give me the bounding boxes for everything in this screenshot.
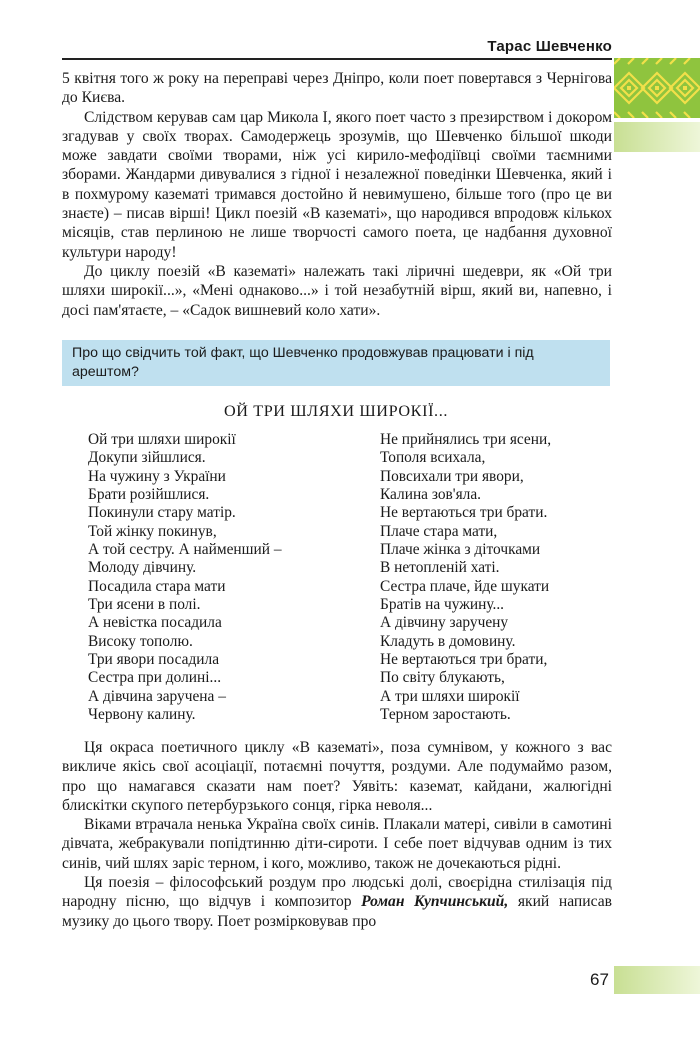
poem-line: Докупи зійшлися. — [88, 449, 206, 467]
poem-line: Плаче жінка з діточками — [380, 541, 541, 559]
poem-line: Три ясени в полі. — [88, 596, 201, 614]
poem-line: Той жінку покинув, — [88, 522, 217, 540]
poem-line: Братів на чужину... — [380, 596, 505, 614]
poem-line: Ой три шляхи широкії — [88, 431, 236, 448]
decorative-green-band-footer — [614, 966, 700, 994]
question-box: Про що свідчить той факт, що Шевченко продовжував працювати і під арештом? — [62, 340, 610, 386]
poem-line: Повсихали три явори, — [380, 467, 524, 485]
paragraph-text: Ця поезія – філософський роздум про людські долі, своєрідна стилізація під народну пісню, що відчув і композитор — [62, 874, 612, 911]
poem-line: Не прийнялись три ясени, — [380, 431, 552, 448]
poem-line: Покинули стару матір. — [88, 504, 236, 522]
page-number: 67 — [590, 970, 609, 989]
running-header-author: Тарас Шевченко — [487, 38, 612, 55]
poem-line: А три шляхи широкії — [380, 687, 520, 705]
poem-line: Молоду дівчину. — [88, 559, 197, 577]
paragraph: До циклу поезій «В казематі» належать такі ліричні шедеври, як «Ой три шляхи широкії...», «Мені однаково...» і той незабутній вірш, який ви, напевно, і досі пам'ятаєте, – «Садок вишневий коло хати». — [62, 262, 612, 319]
poem-line: Червону калину. — [88, 706, 196, 724]
poem-line: Посадила стара мати — [88, 577, 226, 595]
poem-line: Високу тополю. — [88, 632, 193, 650]
decorative-green-band — [614, 122, 700, 152]
poem-line: Три явори посадила — [88, 651, 220, 669]
poem-line: Не вертаються три брати, — [380, 651, 548, 669]
poem-line: Тополя всихала, — [380, 449, 486, 467]
text-block-bottom — [62, 738, 612, 931]
poem-line: А дівчина заручена – — [88, 687, 226, 705]
poem-line: Кладуть в домовину. — [380, 632, 516, 650]
poem-line: На чужину з України — [88, 467, 226, 485]
embroidery-ornament — [614, 58, 700, 118]
poem-line: Сестра плаче, йде шукати — [380, 577, 550, 595]
paragraph-text: який написав музику до цього твору. Поет розмірковував про — [62, 893, 612, 930]
poem-line: А той сестру. А найменший – — [88, 541, 282, 559]
paragraph: 5 квітня того ж року на переправі через Дніпро, коли поет повертався з Чернігова до Києва. — [62, 70, 612, 107]
poem-line: По світу блукають, — [380, 669, 505, 687]
header-rule — [62, 58, 612, 60]
poem-line: Калина зов'яла. — [380, 486, 482, 504]
paragraph: Віками втрачала ненька Україна своїх синів. Плакали матері, сивіли в самотині дівчата, жебракували попідтинню діти-сироти. І себе поет відчував одним із тих синів, чий шлях заріс терном, і кого, можливо, також не дочекаються рідні. — [62, 816, 612, 872]
paragraph: Слідством керував сам цар Микола I, якого поет часто з презирством і докором згадував у своїх творах. Самодержець зрозумів, що Шевченко більшої шкоди може завдати своїми творами, ніж усі кирило-мефодіївці своїми таємними зборами. Жандарми дивувалися з гідної і незалежної поведінки Шевченка, який і в похмурому казематі тримався достойно й невимушено, більше того (про це ви знаєте) – писав вірші! Цикл поезій «В казематі», що народився впродовж кількох місяців, став перлиною не лише творчості самого поета, це надбання духовної культури народу! — [62, 108, 612, 261]
poem-line: А невістка посадила — [88, 614, 222, 632]
paragraph: Ця окраса поетичного циклу «В казематі», поза сумнівом, у кожного з вас викличе якісь свої асоціації, потаємні почуття, роздуми. Але подумаймо разом, про що намагався сказати нам поет? Уявіть: каземат, кайдани, жалюгідні блискітки скупого петербурзького сонця, гірка неволя... — [62, 739, 612, 814]
poem-line: Плаче стара мати, — [380, 522, 498, 540]
poem-line: Не вертаються три брати. — [380, 504, 548, 522]
poem-title: ОЙ ТРИ ШЛЯХИ ШИРОКІЇ... — [223, 402, 449, 420]
poem-line: Терном заростають. — [380, 706, 511, 724]
text-block-top — [62, 69, 612, 320]
paragraph — [62, 873, 612, 931]
poem-line: Сестра при долині... — [88, 669, 222, 687]
poem-line: В нетопленій хаті. — [380, 559, 500, 577]
poem-column-right — [380, 431, 551, 725]
poem-column-left — [88, 431, 282, 725]
poem-line: А дівчину заручену — [380, 614, 509, 632]
composer-name: Роман Купчинський, — [361, 893, 509, 911]
poem-line: Брати розійшлися. — [88, 486, 210, 504]
